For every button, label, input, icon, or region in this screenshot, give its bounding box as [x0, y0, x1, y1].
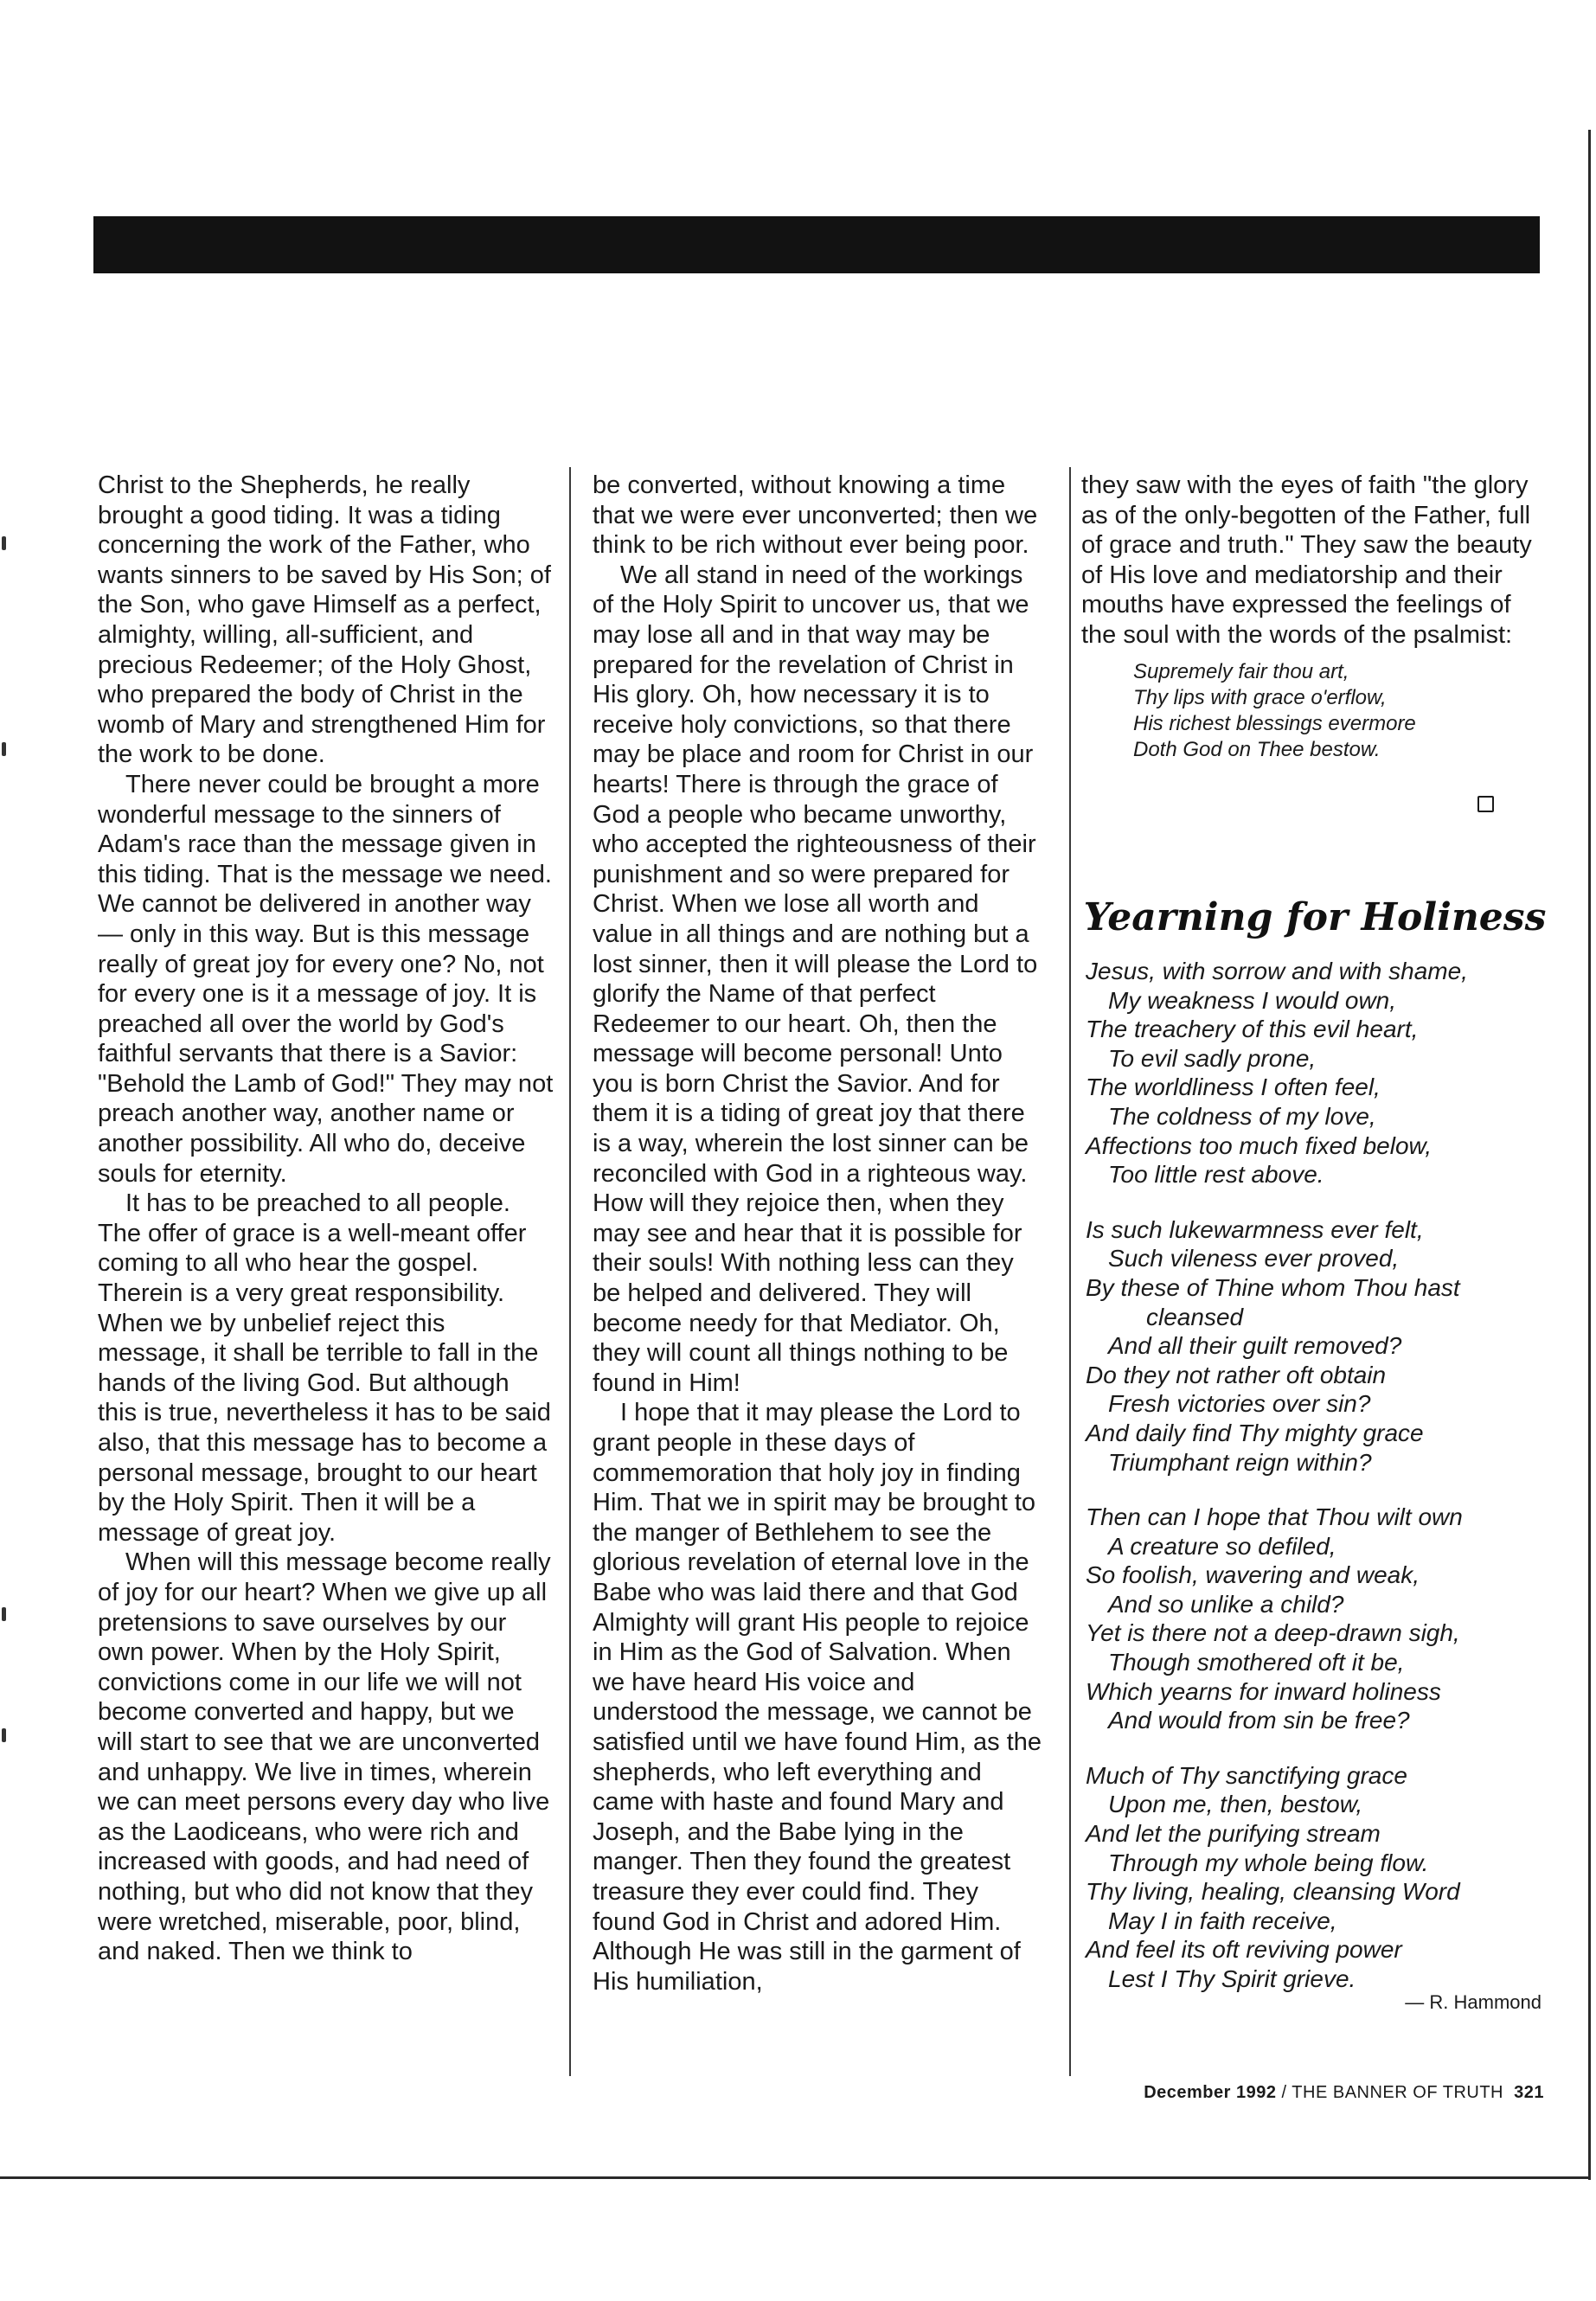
- paragraph: When will this message become really of joy for our heart? When we give up all pretensions to save ourselves by our own power. When by the Holy Spirit, convictions come in our life we will not become converted and happy, but we will start to see that we are unconverted and unhappy. We live in times, wherein we can meet persons every day who live as the Laodiceans, who were rich and increased with goods, and had need of nothing, but who did not know that they were wretched, miserable, poor, blind, and naked. Then we think to: [98, 1548, 551, 1966]
- poem-line: Which yearns for inward holiness: [1086, 1677, 1441, 1705]
- poem-line: And so unlike a child?: [1108, 1590, 1344, 1618]
- poem-line: So foolish, wavering and weak,: [1086, 1561, 1420, 1589]
- psalm-line: His richest blessings evermore: [1133, 711, 1416, 735]
- article-column-3: [1081, 471, 1548, 763]
- edge-mark: [2, 742, 6, 756]
- paragraph: I hope that it may please the Lord to grant people in these days of commemoration that holy joy in finding Him. That we in spirit may be brought to the manger of Bethlehem to see the glorious revelation of eternal love in the Babe who was laid there and that God Almighty will grant His people to rejoice in Him as the God of Salvation. When we have heard His voice and understood the message, we cannot be satisfied until we have found Him, as the shepherds, who left everything and came with haste and found Mary and Joseph, and the Babe lying in the manger. Then they found the greatest treasure they ever could find. They found God in Christ and adored Him. Although He was still in the garment of His humiliation,: [593, 1399, 1042, 1996]
- poem-line: And let the purifying stream: [1086, 1820, 1381, 1848]
- poem-line: The worldliness I often feel,: [1086, 1074, 1381, 1101]
- footer-separator: /: [1276, 2083, 1292, 2102]
- paragraph: There never could be brought a more wonderful message to the sinners of Adam's race than the message given in this tiding. That is the message we need. We cannot be delivered in another way — only in this way. But is this message really of great joy for every one? No, not for every one is it a message of joy. It is preached all over the world by God's faithful servants that there is a Savior: "Behold the Lamb of God!" They may not preach another way, another name or another possibility. All who do, deceive souls for eternity.: [98, 770, 554, 1188]
- article-end-mark: [1477, 796, 1494, 812]
- psalm-line: Thy lips with grace o'erflow,: [1133, 685, 1387, 709]
- page-number: 321: [1514, 2083, 1544, 2102]
- column-rule: [1069, 467, 1071, 2076]
- edge-mark: [2, 1607, 6, 1621]
- poem-line: Through my whole being flow.: [1108, 1849, 1429, 1876]
- paragraph: It has to be preached to all people. The offer of grace is a well-meant offer coming to all who hear the gospel. Therein is a very great responsibility. When we by unbelief reject this message, it shall be terrible to fall in the hands of the living God. But although this is true, nevertheless it has to be said also, that this message has to become a personal message, brought to our heart by the Holy Spirit. Then it will be a message of great joy.: [98, 1189, 551, 1547]
- poem-line: Is such lukewarmness ever felt,: [1086, 1215, 1424, 1243]
- poem-line: By these of Thine whom Thou hast: [1086, 1273, 1460, 1301]
- header-black-bar: [93, 216, 1540, 273]
- poem-line: And would from sin be free?: [1108, 1707, 1410, 1734]
- poem-line: The coldness of my love,: [1108, 1102, 1376, 1130]
- article-column-1: [98, 471, 554, 1967]
- poem-line: And all their guilt removed?: [1108, 1332, 1402, 1360]
- poem-line: May I in faith receive,: [1108, 1907, 1337, 1934]
- poem: [1086, 957, 1553, 1994]
- poem-line: Do they not rather oft obtain: [1086, 1361, 1387, 1388]
- page-border-right: [1588, 130, 1591, 2180]
- footer-date: December 1992: [1144, 2083, 1277, 2102]
- poem-line: cleansed: [1146, 1303, 1244, 1330]
- column-rule: [569, 467, 571, 2076]
- poem-line: Affections too much fixed below,: [1086, 1131, 1432, 1159]
- poem-line: Jesus, with sorrow and with shame,: [1086, 958, 1468, 984]
- page-footer: [1081, 2083, 1544, 2103]
- poem-line: And feel its oft reviving power: [1086, 1936, 1402, 1964]
- poem-line: And daily find Thy mighty grace: [1086, 1419, 1424, 1446]
- poem-line: My weakness I would own,: [1108, 986, 1397, 1014]
- poem-line: Upon me, then, bestow,: [1108, 1791, 1363, 1818]
- poem-line: Yet is there not a deep-drawn sigh,: [1086, 1619, 1460, 1647]
- poem-line: Though smothered oft it be,: [1108, 1649, 1405, 1676]
- poem-line: A creature so defiled,: [1108, 1532, 1336, 1560]
- edge-mark: [2, 1728, 6, 1742]
- psalm-line: Doth God on Thee bestow.: [1133, 737, 1381, 761]
- paragraph: they saw with the eyes of faith "the glory as of the only-begotten of the Father, full of grace and truth." They saw the beauty of His love and mediatorship and their mouths have expressed the feelings of the soul with the words of the psalmist:: [1081, 471, 1532, 649]
- paragraph: We all stand in need of the workings of the Holy Spirit to uncover us, that we may lose all and in that way may be prepared for the revelation of Christ in His glory. Oh, how necessary it is to receive holy convictions, so that there may be place and room for Christ in our hearts! There is through the grace of God a people who became unworthy, who accepted the righteousness of their punishment and so were prepared for Christ. When we lose all worth and value in all things and are nothing but a lost sinner, then it will please the Lord to glorify the Name of that perfect Redeemer to our heart. Oh, then the message will become personal! Unto you is born Christ the Savior. And for them it is a tiding of great joy that there is a way, wherein the lost sinner can be reconciled with God in a righteous way. How will they rejoice then, when they may see and hear that it is possible for their souls! With nothing less can they be helped and delivered. They will become needy for that Mediator. Oh, they will count all things nothing to be found in Him!: [593, 561, 1038, 1397]
- poem-line: Then can I hope that Thou wilt own: [1086, 1503, 1463, 1531]
- paragraph: be converted, without knowing a time that we were ever unconverted; then we think to be rich without ever being poor.: [593, 471, 1038, 560]
- poem-line: Triumphant reign within?: [1108, 1448, 1372, 1476]
- psalm-line: Supremely fair thou art,: [1133, 659, 1349, 683]
- poem-line: The treachery of this evil heart,: [1086, 1016, 1419, 1043]
- poem-line: Much of Thy sanctifying grace: [1086, 1761, 1407, 1789]
- page-border-bottom: [0, 2176, 1591, 2179]
- edge-mark: [2, 536, 6, 550]
- psalm-quote: [1133, 659, 1548, 763]
- poem-line: Such vileness ever proved,: [1108, 1245, 1400, 1272]
- poem-line: Fresh victories over sin?: [1108, 1390, 1371, 1418]
- poem-line: Thy living, healing, cleansing Word: [1086, 1878, 1460, 1906]
- article-column-2: [593, 471, 1042, 1997]
- paragraph: Christ to the Shepherds, he really brought a good tiding. It was a tiding concerning the work of the Father, who wants sinners to be saved by His Son; of the Son, who gave Himself as a perfect, almighty, willing, all-sufficient, and precious Redeemer; of the Holy Ghost, who prepared the body of Christ in the womb of Mary and strengthened Him for the work to be done.: [98, 471, 551, 769]
- footer-publication: THE BANNER OF TRUTH: [1292, 2083, 1503, 2102]
- poem-line: Too little rest above.: [1108, 1161, 1324, 1189]
- poem-title: Yearning for Holiness: [1083, 895, 1547, 939]
- poem-attribution: — R. Hammond: [1405, 1991, 1542, 2013]
- poem-line: Lest I Thy Spirit grieve.: [1108, 1965, 1356, 1992]
- poem-line: To evil sadly prone,: [1108, 1044, 1317, 1072]
